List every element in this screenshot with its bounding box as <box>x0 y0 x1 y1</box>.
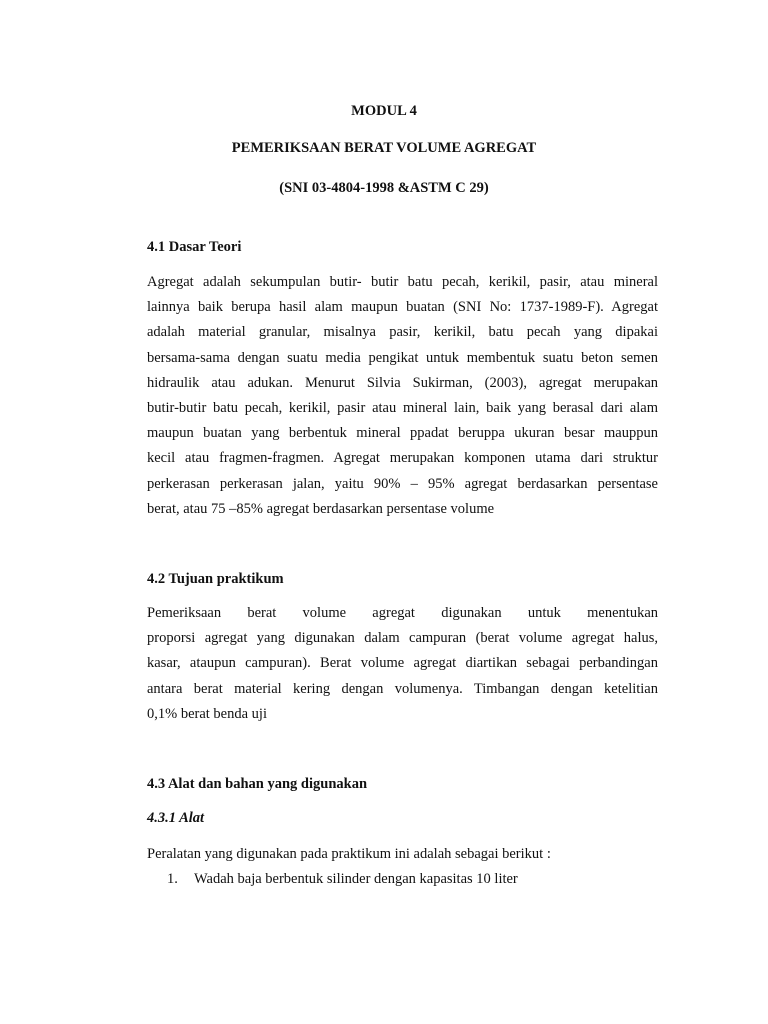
paragraph-line: Pemeriksaan berat volume agregat digunakan untuk menentukan <box>147 605 658 621</box>
paragraph-line: perkerasan perkerasan jalan, yaitu 90% – 95% agregat berdasarkan persentase <box>147 475 658 492</box>
paragraph-line: 0,1% berat benda uji <box>147 705 267 722</box>
paragraph-line: bersama-sama dengan suatu media pengikat untuk membentuk suatu beton semen <box>147 349 658 366</box>
paragraph-line: maupun buatan yang berbentuk mineral ppadat beruppa ukuran besar mauppun <box>147 425 658 442</box>
standard-reference: (SNI 03-4804-1998 &ASTM C 29) <box>279 180 489 196</box>
paragraph-line: antara berat material kering dengan volumenya. Timbangan dengan ketelitian <box>147 680 658 697</box>
paragraph-line: adalah material granular, misalnya pasir, kerikil, batu pecah yang dipakai <box>147 324 658 341</box>
paragraph-line: hidraulik atau adukan. Menurut Silvia Sukirman, (2003), agregat merupakan <box>147 374 658 391</box>
section-heading-4-3: 4.3 Alat dan bahan yang digunakan <box>147 776 368 792</box>
document-title: PEMERIKSAAN BERAT VOLUME AGREGAT <box>231 140 537 156</box>
paragraph-line: proporsi agregat yang digunakan dalam campuran (berat volume agregat halus, <box>147 630 658 647</box>
paragraph-line: butir-butir batu pecah, kerikil, pasir atau mineral lain, baik yang berasal dari alam <box>147 399 658 416</box>
list-item-number: 1. <box>167 871 178 887</box>
section-4-1-paragraph <box>147 270 658 522</box>
paragraph-line: kasar, ataupun campuran). Berat volume agregat diartikan sebagai perbandingan <box>147 655 658 672</box>
section-heading-4-1: 4.1 Dasar Teori <box>147 239 242 255</box>
list-item-text: Wadah baja berbentuk silinder dengan kapasitas 10 liter <box>194 871 518 887</box>
section-heading-4-2: 4.2 Tujuan praktikum <box>147 571 284 587</box>
section-4-2-paragraph <box>147 601 658 727</box>
paragraph-line: Agregat adalah sekumpulan butir- butir batu pecah, kerikil, pasir, atau mineral <box>147 274 658 290</box>
paragraph-line: lainnya baik berupa hasil alam maupun buatan (SNI No: 1737-1989-F). Agregat <box>147 299 658 316</box>
tools-intro: Peralatan yang digunakan pada praktikum ini adalah sebagai berikut : <box>147 846 551 862</box>
module-label: MODUL 4 <box>351 103 417 119</box>
paragraph-line: kecil atau fragmen-fragmen. Agregat merupakan komponen utama dari struktur <box>147 450 658 467</box>
paragraph-line: berat, atau 75 –85% agregat berdasarkan persentase volume <box>147 500 495 517</box>
subsection-heading-4-3-1: 4.3.1 Alat <box>147 810 205 826</box>
